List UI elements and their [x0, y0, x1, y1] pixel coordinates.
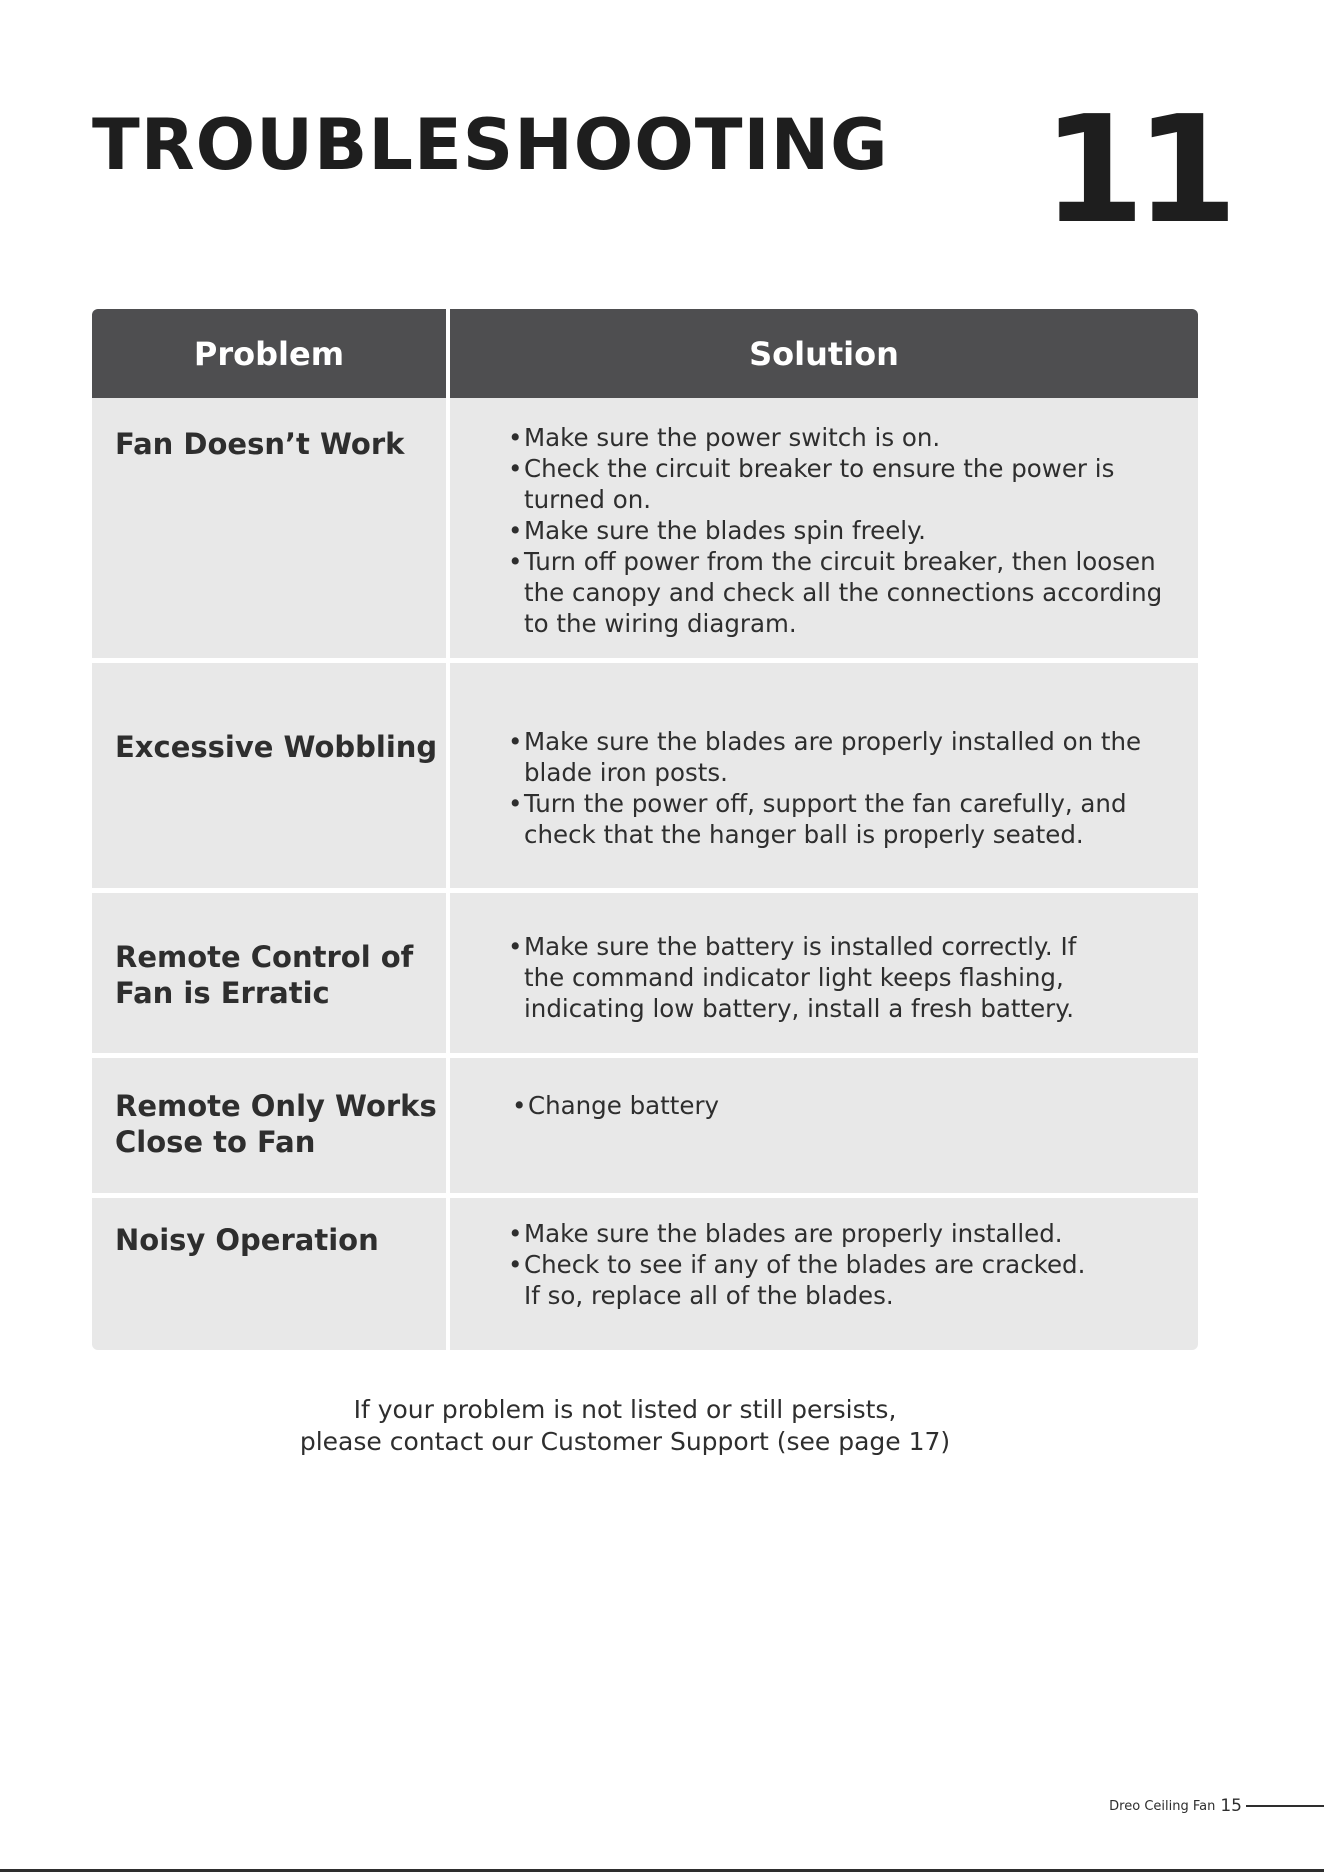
problem-cell [92, 1198, 450, 1350]
solution-item: • Turn the power off, support the fan carefully, and check that the hanger ball is properly seated. [510, 788, 1198, 850]
solution-cell [450, 663, 1198, 893]
problem-cell [92, 1058, 450, 1198]
solution-item: • Make sure the blades are properly installed. [510, 1218, 1198, 1249]
problem-column-header: Problem [92, 309, 450, 398]
support-note-line: please contact our Customer Support (see page 17) [299, 1427, 951, 1456]
solution-item: • Check the circuit breaker to ensure the power is turned on. [510, 453, 1198, 515]
solution-cell [450, 1198, 1198, 1350]
table-row [92, 663, 1198, 893]
problem-cell [92, 893, 450, 1058]
table-row [92, 893, 1198, 1058]
problem-label: Remote Only Works Close to Fan [115, 1089, 437, 1159]
solution-item: • Turn off power from the circuit breaker, then loosen the canopy and check all the connections according to the wiring diagram. [510, 546, 1198, 639]
solution-item: • Make sure the blades are properly installed on the blade iron posts. [510, 726, 1198, 788]
footer-rule [1246, 1805, 1324, 1807]
solution-list [450, 1058, 1198, 1121]
solution-list [450, 1198, 1198, 1311]
problem-cell [92, 398, 450, 663]
problem-label: Noisy Operation [115, 1223, 379, 1257]
solution-item: • Make sure the power switch is on. [510, 422, 1198, 453]
solution-list [450, 893, 1198, 1024]
problem-label: Remote Control of Fan is Erratic [115, 940, 414, 1010]
section-number: 11 [1042, 84, 1228, 256]
page-title: TROUBLESHOOTING [92, 104, 889, 186]
table-row [92, 398, 1198, 663]
problem-label: Excessive Wobbling [115, 730, 438, 764]
solution-item: • Make sure the blades spin freely. [510, 515, 1198, 546]
page-number: 15 [1220, 1796, 1242, 1816]
solution-column-header: Solution [450, 309, 1198, 398]
support-note-line: If your problem is not listed or still persists, [353, 1395, 897, 1424]
solution-item: • Check to see if any of the blades are cracked. If so, replace all of the blades. [510, 1249, 1198, 1311]
solution-cell [450, 893, 1198, 1058]
footer-product-name: Dreo Ceiling Fan [1109, 1798, 1216, 1814]
table-row [92, 1058, 1198, 1198]
solution-list [450, 398, 1198, 639]
problem-label: Fan Doesn’t Work [115, 427, 405, 461]
solution-item: • Change battery [514, 1090, 1198, 1121]
solution-cell [450, 1058, 1198, 1198]
solution-list [450, 663, 1198, 850]
problem-cell [92, 663, 450, 893]
table-row [92, 1198, 1198, 1350]
troubleshooting-table [92, 309, 1198, 1350]
table-header-row [92, 309, 1198, 398]
support-note [0, 1394, 1250, 1458]
solution-item: • Make sure the battery is installed correctly. If the command indicator light keeps flashing, indicating low battery, install a fresh battery. [510, 931, 1198, 1024]
page-footer [1109, 1796, 1324, 1816]
solution-cell [450, 398, 1198, 663]
